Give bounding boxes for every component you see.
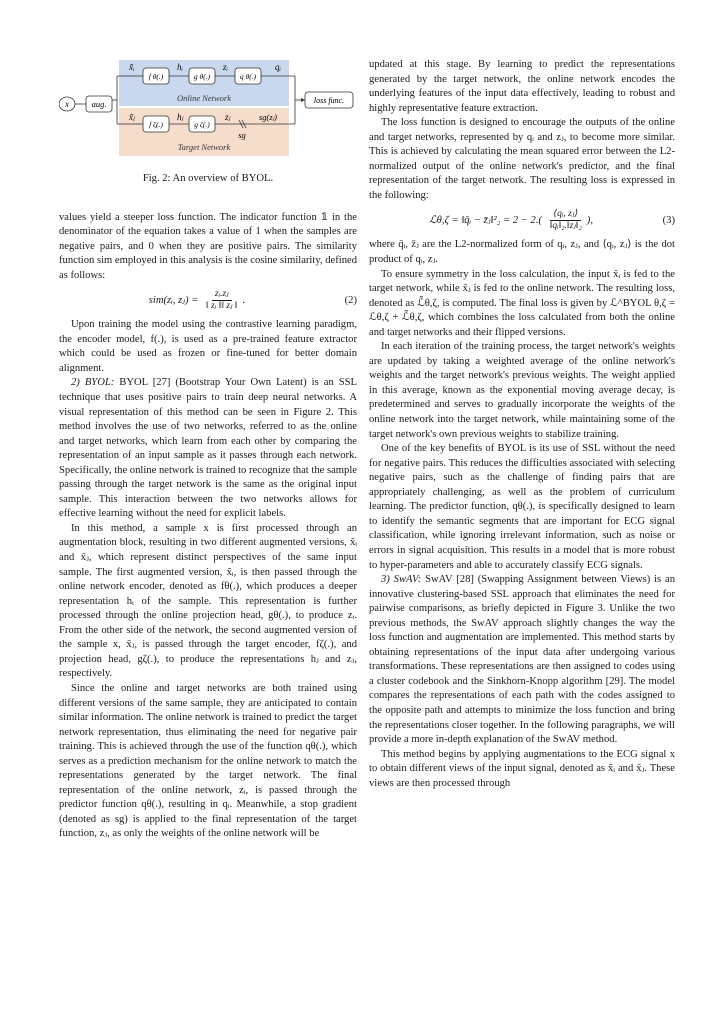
q-theta-label: q θ(.) — [239, 72, 257, 81]
right-paragraph-1: updated at this stage. By learning to predict the representations generated by the target network, the online network encodes the underlying features of the input data effectively, leading to robust and highly representative feature extraction. — [369, 59, 675, 114]
sg-label: sg — [238, 130, 246, 140]
right-column — [369, 58, 675, 791]
z-j-label: zⱼ — [225, 112, 231, 122]
eq3-lhs: ℒθ,ζ = ‖q̄ᵢ − z̄ⱼ‖²₂ = 2 − 2.( — [429, 215, 543, 227]
byol-section-heading: 2) BYOL: — [71, 377, 115, 389]
left-column — [59, 58, 357, 842]
g-zeta-label: g ζ(.) — [194, 120, 210, 129]
eq3-tag: (3) — [662, 214, 675, 226]
right-paragraph-3: where q̄ᵢ, z̄ⱼ are the L2-normalized form of qᵢ, zⱼ, and ⟨qᵢ, zⱼ⟩ is the dot product of qᵢ, zⱼ. — [369, 239, 675, 266]
x-j-label: x̃ⱼ — [129, 112, 135, 122]
right-paragraph-6: One of the key benefits of BYOL is its use of SSL without the need for negative pairs. This reduces the difficulties associated with selecting negative pairs, such as the challenge of finding pairs that are appropriately challenging, as well as the problem of curriculum learning. The predictor function, qθ(.), is specifically designed to learn to identify the semantic segments that are important for ECG signal classification, while ignoring irrelevant information, such as noise or errors in signal acquisition. This results in a model that is more robust to hyper-parameters and able to accurately classify ECG signals. — [369, 443, 675, 571]
equation-2 — [59, 289, 357, 312]
byol-figure — [59, 58, 357, 158]
aug-label: aug. — [91, 99, 107, 109]
byol-diagram — [59, 58, 357, 158]
input-label: x — [65, 99, 69, 109]
equation-3 — [369, 209, 675, 232]
eq3-numerator: ⟨qᵢ, zⱼ⟩ — [550, 209, 581, 221]
left-paragraph-4: In this method, a sample x is first processed through an augmentation block, resulting in two different augmented versions, x̃ᵢ and x̃ⱼ, which represent distinct perspectives of the same input sample. The first augmented version, x̃ᵢ, is then passed through the online network encoder, denoted as fθ(.), which produces a deeper representation hᵢ of the sample. This representation is further processed through the online projection head, gθ(.), to produce zᵢ. From the other side of the network, the second augmented version of the sample x, x̃ⱼ, is passed through the target encoder, fζ(.), and projection head, gζ(.), to produce the representations hⱼ and zⱼ, respectively. — [59, 522, 357, 680]
right-paragraph-8: This method begins by applying augmentations to the ECG signal x to obtain different views of the input signal, denoted as x̃ᵢ and x̃ⱼ. These views are then processed through — [369, 748, 675, 789]
eq3-tail: ), — [586, 215, 593, 227]
h-j-label: hⱼ — [177, 112, 184, 122]
left-paragraph-1: values yield a steeper loss function. The indicator function 𝟙 in the denominator of the equation takes a value of 1 when the samples are negative pairs, and 0 when they are positive pairs. The similarity function sim employed in this analysis is the cosine similarity, defined as follows: — [59, 211, 357, 281]
byol-section-text: BYOL [27] (Bootstrap Your Own Latent) is an SSL technique that uses positive pairs to train deep neural networks. A visual representation of this method can be seen in Figure 2. This method involves the use of two networks, referred to as the online and target networks, which learn from each other by comparing the representation of an input sample as it passes through each network. Specifically, the online network is trained to recognize that the sample passing through the target network is the same as the original input sample. This interaction between the two networks allows for effective learning without the need for explicit labels. — [59, 377, 358, 520]
target-network-label: Target Network — [177, 142, 231, 152]
loss-func-label: loss func. — [313, 96, 345, 105]
right-paragraph-5: In each iteration of the training process, the target network's weights are updated by taking a weighted average of the online network's weights and the target network's previous weights. The weight applied in this average, known as the exponential moving average decay, is predetermined and serves to gradually incorporate the weights of the online network into the target network, while maintaining some of the target network's own previous weights to stabilize training. — [369, 341, 675, 440]
left-paragraph-2: Upon training the model using the contrastive learning paradigm, the encoder model, f(.), is used as a pre-trained feature extractor which could be used as frozen or fine-tuned for better domain alignment. — [59, 319, 357, 374]
eq2-lhs: sim(zᵢ, zⱼ) = — [148, 295, 199, 307]
right-paragraph-2: The loss function is designed to encourage the outputs of the online and target networks, represented by qᵢ and zⱼ, to become more similar. This is achieved by calculating the mean squared error between the L2-normalized output of the online network's predictor, and the final representation of the target network. The resulting loss is expressed in the following: — [369, 117, 675, 201]
eq2-numerator: zᵢ.zⱼ — [212, 289, 232, 301]
online-network-label: Online Network — [176, 93, 232, 103]
x-i-label: x̃ᵢ — [129, 62, 135, 72]
q-i-label: qᵢ — [275, 62, 281, 72]
f-theta-label: f θ(.) — [148, 72, 164, 81]
sg-z-j-label: sg(zⱼ) — [259, 112, 278, 122]
g-theta-label: g θ(.) — [193, 72, 211, 81]
swav-section-text: SwAV [28] (Swapping Assignment between Views) is an innovative clustering-based SSL approach that eliminates the need for pairwise comparisons, as briefly depicted in Figure 3. Unlike the two previous methods, the SwAV approach slightly changes the way the loss function and augmentation are implemented. This method starts by obtaining representations of the input data after undergoing various transformations. These representations are then assigned to codes using a cluster codebook and the Sinkhorn-Knopp algorithm [29]. The model compares the representations of each path with the codes assigned to the opposite path and attempts to minimize the loss function and bring the representations closer together. In the following paragraphs, we will provide a more in-depth explanation of the SwAV method. — [369, 574, 675, 746]
eq2-denominator: ‖ zᵢ ‖‖ zⱼ ‖ — [206, 301, 238, 312]
right-paragraph-7 — [369, 573, 675, 748]
eq2-tag: (2) — [344, 294, 357, 306]
right-paragraph-4: To ensure symmetry in the loss calculation, the input x̃ᵢ is fed to the target network, while x̃ⱼ is fed to the online network. The resulting loss, denoted as ℒ̃θ,ζ, is computed. The final loss is given by ℒ^BYOL θ,ζ = ℒθ,ζ + ℒ̃θ,ζ, which combines the loss calculated from both the online and target networks and their flipped versions. — [369, 268, 675, 338]
swav-section-heading: 3) SwAV: — [381, 574, 422, 586]
f-zeta-label: f ζ(.) — [149, 120, 163, 129]
left-paragraph-5: Since the online and target networks are both trained using different versions of the same sample, they are anticipated to contain similar information. The online network is trained to predict the target network representation, thus eliminating the need for negative pair training. This is achieved through the use of the function qθ(.), which serves as a prediction mechanism for the online network to match the representations generated by the target network. The final representation of the online network, zᵢ, is passed through the predictor function qθ(.), resulting in qᵢ. Meanwhile, a stop gradient (denoted as sg) is applied to the final representation of the target function, zⱼ, as only the weights of the online network will be — [59, 682, 357, 840]
eq2-tail: . — [242, 295, 246, 307]
z-i-label: zᵢ — [223, 62, 228, 72]
h-i-label: hᵢ — [177, 62, 183, 72]
eq3-denominator: ‖qᵢ‖₂.‖zⱼ‖₂ — [549, 221, 582, 232]
left-paragraph-3 — [59, 376, 357, 521]
figure-caption: Fig. 2: An overview of BYOL. — [142, 173, 274, 184]
